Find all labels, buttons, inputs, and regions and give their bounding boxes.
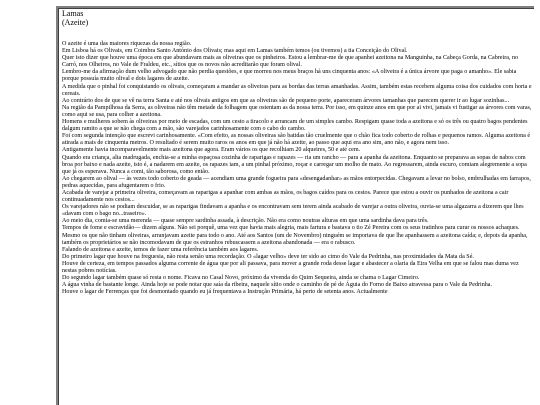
- document-subtitle: (Azeite): [62, 18, 89, 27]
- paragraph: Quando era criança, alta madrugada, enchia-se a minha espaçosa cozinha de raparigas e rapazes — ria um rancho — para a apanha da azeitona. Enquanto se preparava as sopas de nabos com broa por baixo e nada azeite, isto é, a nadarem em azeite, os rapazes iam, a um pinhal próximo, roçar e carregar um molho de mato. Ao regressarem, ainda escuro, comiam alegremente a sopa que já os esperava. Nunca a comi, tão saborosa, como então.: [62, 154, 527, 175]
- paragraph: Antigamente havia incomparavelmente mais azeitona que agora. Eram vários os que recolhiam 20 alqueires, 50 e até cem.: [62, 147, 361, 154]
- paragraph: A medida que o pinhal foi conquistando os olivais, começaram a mandar as oliveiras para as bordas das terras amanhadas. Assim, também estas recebem alguma coisa dos cuidados com horta e cereais.: [62, 83, 532, 97]
- paragraph: Na região da Pampilhosa da Serra, as oliveiras não têm metade da folhagem que ostentam as da nossa terra. Por isso, em quinze anos em que por ai vivi, jamais vi fustigar as árvores com varas, como aqui se usa, para colher a azeitona.: [62, 104, 532, 118]
- paragraph: Do primeiro lagar que houve na freguesia, não resta senão uma recordação. O «lagar velho» deve ter sido ao cimo do Vale da Pedrinha, nas proximidades da Mata da Sé.: [62, 253, 474, 260]
- paragraph: Ao contrário dos de que se vê na terra Santa e até nos olivais antigos em que as oliveiras são de pequeno porte, apareceram árvores tamanhas que parecem querer ir ao lugar sozinhas...: [62, 97, 510, 104]
- paragraph: Tempos de fome e escravidão— dizem alguns. Não sei porquê, uma vez que havia mais alegria, mais fartura e bastava o tio Zé Pereira com os seus tratinhos para curar os nossos achaques.: [62, 225, 520, 232]
- paragraph: O azeite é uma das maiores riquezas da nossa região.: [62, 41, 192, 47]
- paragraph: Quer isto dizer que houve uma época em que abundavam mais as oliveiras que os pinheiros. Estou a lembrar-me de que apanhei azeitona na Manguinha, na Cabeça Gorda, na Cabreira, no Carró, nos Olheiros, no Vale de Fraldeu, etc., sítios que os novos não acreditarão que foram olival.: [62, 55, 519, 69]
- paragraph: Falando de azeitona e azeite, temos de fazer uma referência também aos lagares.: [62, 246, 259, 253]
- document-content: [62, 9, 532, 296]
- document-title: Lamas: [62, 9, 84, 18]
- paragraph: Acabada de varejar a primeira oliveira, começavam as raparigas a apanhar com ambas as mãos, os bagos caídos para os cestos. Parece que estou a ouvir os punhados de azeitona a cair continuadamente nos cestos...: [62, 189, 509, 204]
- document-frame: [56, 6, 534, 405]
- paragraph: Mesmo os que não tinham oliveiras, arranjavam azeite para todo o ano. Até aos Santos (um de Novembro) ninguém se importava de que lhe apanhassem a azeitona caída; e, depois da apanha, também os proprietários se não incomodavam de que os estranhos rebuscassem a azeitona abandonada — era o rabusco.: [62, 232, 528, 246]
- paragraph: A água vinha de bastante longe. Ainda hoje se pode notar que saía da ribeira, naquele sítio onde o caminho de pé de Águia do Forno de Baixo atravessa para o Vale da Pedrinha.: [62, 282, 493, 289]
- paragraph: Ao chegarem ao olival — às vezes todo coberto de geada — acendiam uma grande fogueira para «desengadanhar» as mãos entorpecidas. Chegavam a levar no bolso, embrulhadas em farrapos, pedras aquecidas, para afugentarem o frio.: [62, 175, 531, 189]
- paragraph: Do segundo lagar também quase só resta o nome. Ficava no Casal Novo, próximo da vivenda do Quim Sequeira, ainda se chama o Lagar Cimeiro.: [62, 275, 420, 282]
- paragraph: Ao meio dia, comia-se uma merenda — quase sempre sardinha assada, à descrição. Não era como noutras alturas em que uma sardinha dava para três.: [62, 218, 429, 225]
- paragraph: Homens e mulheres sobem às oliveiras por meio de escadas, com um cesto a tiracolo e arrancam de um simples cambo. Respigam quase toda a azeitona e só os três ou quatro bagos pendentes dalgum ramito a que se não chega com a mão, são varejados carinhosamente com o cabo do cambo.: [62, 119, 528, 133]
- paragraph: Em Lisboa há os Olivais, em Coimbra Santo António dos Olivais; mas aqui em Lamas também temos (ou tivemos) a tia Conceição do Olival.: [62, 48, 408, 55]
- paragraph: Houve o lagar de Ferrenças que foi desmontado quando eu já frequentava a Instrução Primária, há perto de setenta anos. Actualmente: [62, 289, 388, 296]
- document-body: [62, 41, 532, 296]
- paragraph: Lembro-me da afirmação dum velho advogado que não perdia questões, e que morreu nos meus braços há uns cinquenta anos: «A oliveira é a única árvore que paga o amanho». Ele sabia porque possuía muito olival e dois lagares de azeite.: [62, 69, 517, 83]
- paragraph: Houve de certeza, em tempos passados alguma corrente de água que por ali passava, para mover a grande roda desse lagar e abastecer a olaria da Eira Velha em que se falou mas duma vez nestas pobres notícias.: [62, 260, 519, 274]
- paragraph: Os varejadores não se podiam descuidar, se as raparigas findavam a apanha e os encontravam sem terem ainda acabado de varejar a outra oliveira, ouvia-se uma algazarra a dizerem que lhes «davam com o bago no...traseiro».: [62, 204, 524, 218]
- paragraph: Foi com segunda intenção que escrevi carinhosamente. «Com efeito, as nossas oliveiras são batidas tão cruelmente que o chão fica todo coberto de rolhas e pequenos ramos. Alguma azeitona é atirada a mais de cinquenta metros. O resultado é serem muito raros os anos em que já não há azeite, ao passo que aqui era ano sim, ano não, e agora nem isso.: [62, 133, 531, 147]
